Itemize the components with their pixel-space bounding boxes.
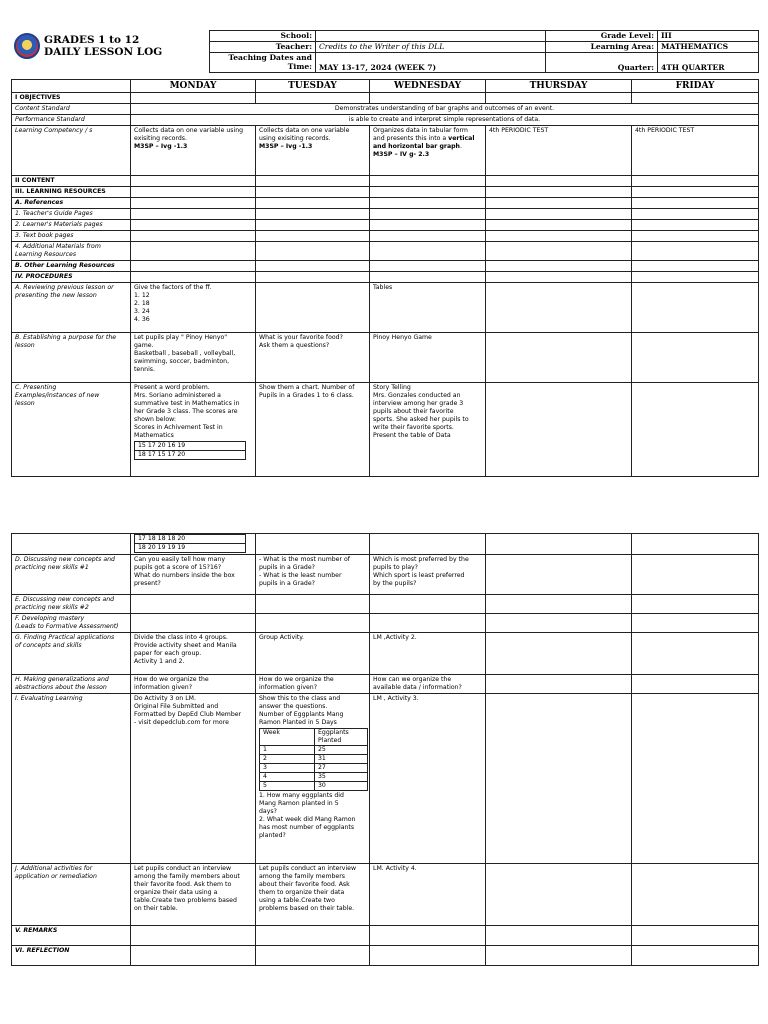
page-2	[0, 504, 768, 1024]
additional-monday: Let pupils conduct an interview among the family members about their favorite food. Ask them to organize their data using a table.Create two problems based on their table.	[131, 864, 256, 926]
evaluating-monday: Do Activity 3 on LM. Original File Submitted and Formatted by DepEd Club Member - visit depedclub.com for more	[131, 694, 256, 864]
performance-standard-label: Performance Standard	[12, 115, 131, 126]
content-standard-label: Content Standard	[12, 104, 131, 115]
table-row	[12, 93, 759, 104]
quarter-value: 4TH QUARTER	[658, 53, 759, 73]
table-row	[12, 231, 759, 242]
table-row	[12, 209, 759, 220]
day-thursday: THURSDAY	[486, 80, 632, 93]
additional-tuesday: Let pupils conduct an interview among the family members about their favorite food. Ask them to organize their data using a table.Create two problems based on their table.	[256, 864, 370, 926]
table-row	[12, 633, 759, 675]
day-tuesday: TUESDAY	[256, 80, 370, 93]
competency-monday: Collects data on one variable using exisiting records. M3SP – Ivg -1.3	[131, 126, 256, 176]
purpose-tuesday: What is your favorite food? Ask them a questions?	[256, 333, 370, 383]
competency-friday: 4th PERIODIC TEST	[632, 126, 759, 176]
quarter-label: Quarter:	[546, 53, 658, 73]
objectives-heading: I OBJECTIVES	[12, 93, 131, 104]
teacher-value: Credits to the Writer of this DLL	[316, 42, 546, 53]
table-row: 2 31	[260, 755, 368, 764]
table-row	[12, 333, 759, 383]
content-standard-text: Demonstrates understanding of bar graphs and outcomes of an event.	[131, 104, 759, 115]
applications-monday: Divide the class into 4 groups. Provide activity sheet and Manila paper for each group. Activity 1 and 2.	[131, 633, 256, 675]
table-row	[12, 534, 759, 555]
other-resources-label: B. Other Learning Resources	[12, 261, 131, 272]
evaluating-wednesday: LM , Activity 3.	[370, 694, 486, 864]
content-heading: II CONTENT	[12, 176, 131, 187]
purpose-label: B. Establishing a purpose for the lesson	[12, 333, 131, 383]
learning-area-label: Learning Area:	[546, 42, 658, 53]
day-monday: MONDAY	[131, 80, 256, 93]
deped-seal-icon	[14, 33, 40, 59]
table-row	[12, 614, 759, 633]
teacher-label: Teacher:	[210, 42, 316, 53]
table-row	[12, 104, 759, 115]
table-row	[12, 198, 759, 209]
competency-wednesday: Organizes data in tabular form and presents this into a vertical and horizontal bar graph. M3SP – IV g- 2.3	[370, 126, 486, 176]
presenting-wednesday: Story Telling Mrs. Gonzales conducted an interview among her grade 3 pupils about their favorite sports. She asked her pupils to write their favorite sports. Present the table of Data	[370, 383, 486, 477]
scores-row-2: 18 17 15 17 20	[135, 451, 246, 460]
day-friday: FRIDAY	[632, 80, 759, 93]
learning-area-value: MATHEMATICS	[658, 42, 759, 53]
scores-table-continued	[134, 534, 246, 553]
applications-tuesday: Group Activity.	[256, 633, 370, 675]
page-gap	[0, 484, 768, 504]
competency-tuesday: Collects data on one variable using exisiting records. M3SP – Ivg -1.3	[256, 126, 370, 176]
reviewing-wednesday: Tables	[370, 283, 486, 333]
procedures-heading: IV. PROCEDURES	[12, 272, 131, 283]
table-row	[12, 675, 759, 694]
scores-row-1: 15 17 20 16 19	[135, 442, 246, 451]
day-wednesday: WEDNESDAY	[370, 80, 486, 93]
page-1	[0, 0, 768, 484]
additional-materials-label: 4. Additional Materials from Learning Resources	[12, 242, 131, 261]
school-value	[316, 31, 546, 42]
presenting-tuesday: Show them a chart. Number of Pupils in a Grades 1 to 6 class.	[256, 383, 370, 477]
title-line-2: DAILY LESSON LOG	[44, 46, 163, 58]
reviewing-label: A. Reviewing previous lesson or presenting the new lesson	[12, 283, 131, 333]
table-row	[12, 220, 759, 231]
discussing-2-label: E. Discussing new concepts and practicing new skills #2	[12, 595, 131, 614]
generalizations-wednesday: How can we organize the available data / information?	[370, 675, 486, 694]
eggplants-header: Eggplants Planted	[315, 729, 368, 746]
teaching-dates-label: Teaching Dates and Time:	[210, 53, 316, 73]
scores-row-4: 18 20 19 19 19	[135, 544, 246, 553]
presenting-label: C. Presenting Examples/instances of new lesson	[12, 383, 131, 477]
table-row: 5 30	[260, 782, 368, 791]
textbook-pages-label: 3. Text book pages	[12, 231, 131, 242]
lesson-log-table-continued	[11, 533, 759, 966]
grade-level-label: Grade Level:	[546, 31, 658, 42]
lm-pages-label: 2. Learner's Materials pages	[12, 220, 131, 231]
table-row	[12, 176, 759, 187]
header-info-table	[209, 30, 759, 73]
scores-table	[134, 441, 246, 460]
applications-label: G. Finding Practical applications of concepts and skills	[12, 633, 131, 675]
discussing-monday: Can you easily tell how many pupils got a score of 15?16? What do numbers inside the box present?	[131, 555, 256, 595]
scores-continued	[131, 534, 256, 555]
eggplants-table	[259, 728, 368, 791]
discussing-tuesday: - What is the most number of pupils in a Grade? - What is the least number pupils in a Grade?	[256, 555, 370, 595]
competency-thursday: 4th PERIODIC TEST	[486, 126, 632, 176]
table-row	[12, 383, 759, 477]
remarks-heading: V. REMARKS	[12, 926, 131, 946]
title-line-1: GRADES 1 to 12	[44, 34, 140, 46]
grade-level-value: III	[658, 31, 759, 42]
table-row	[12, 272, 759, 283]
tg-pages-label: 1. Teacher's Guide Pages	[12, 209, 131, 220]
generalizations-tuesday: How do we organize the information given?	[256, 675, 370, 694]
lesson-log-table	[11, 79, 759, 477]
applications-wednesday: LM ,Activity 2.	[370, 633, 486, 675]
performance-standard-text: is able to create and interpret simple representations of data.	[131, 115, 759, 126]
evaluating-label: I. Evaluating Learning	[12, 694, 131, 864]
mastery-label: F. Developing mastery (Leads to Formative Assessment)	[12, 614, 131, 633]
additional-activities-label: J. Additional activities for application or remediation	[12, 864, 131, 926]
table-row	[12, 946, 759, 966]
evaluating-tuesday: Show this to the class and answer the questions. Number of Eggplants Mang Ramon Planted in 5 Days Week Eggplants Planted 1 25 2 31 3 27 4 35 5 30 1. How many eggplants did Mang Ramon planted in 5 days? 2. What week did Mang Ramon has most number of eggplants planted?	[256, 694, 370, 864]
resources-heading: III. LEARNING RESOURCES	[12, 187, 131, 198]
table-row	[12, 694, 759, 864]
table-row	[12, 261, 759, 272]
generalizations-label: H. Making generalizations and abstractions about the lesson	[12, 675, 131, 694]
table-row	[12, 595, 759, 614]
table-row	[12, 126, 759, 176]
references-heading: A. References	[12, 198, 131, 209]
table-row: 1 25	[260, 746, 368, 755]
school-label: School:	[210, 31, 316, 42]
table-row	[12, 555, 759, 595]
corner-cell	[12, 80, 131, 93]
purpose-wednesday: Pinoy Henyo Game	[370, 333, 486, 383]
table-row	[12, 864, 759, 926]
table-row	[12, 242, 759, 261]
purpose-monday: Let pupils play " Pinoy Henyo" game. Basketball , baseball , volleyball, swimming, soccer, badminton, tennis.	[131, 333, 256, 383]
reviewing-monday: Give the factors of the ff. 1. 12 2. 18 3. 24 4. 36	[131, 283, 256, 333]
teaching-dates-value: MAY 13-17, 2024 (WEEK 7)	[316, 53, 546, 73]
table-row	[12, 926, 759, 946]
scores-row-3: 17 18 18 18 20	[135, 535, 246, 544]
competency-label: Learning Competency / s	[12, 126, 131, 176]
additional-wednesday: LM. Activity 4.	[370, 864, 486, 926]
table-row	[12, 115, 759, 126]
week-header: Week	[260, 729, 315, 746]
presenting-monday: Present a word problem. Mrs. Soriano administered a summative test in Mathematics in her Grade 3 class. The scores are shown below: Scores in Achivement Test in Mathematics 15 17 20 16 19 18 17 15 17 20	[131, 383, 256, 477]
table-row: 4 35	[260, 773, 368, 782]
generalizations-monday: How do we organize the information given?	[131, 675, 256, 694]
discussing-wednesday: Which is most preferred by the pupils to play? Which sport is least preferred by the pupils?	[370, 555, 486, 595]
table-row: 3 27	[260, 764, 368, 773]
table-row	[12, 187, 759, 198]
table-row	[12, 283, 759, 333]
discussing-1-label: D. Discussing new concepts and practicing new skills #1	[12, 555, 131, 595]
day-header-row	[12, 80, 759, 93]
reflection-heading: VI. REFLECTION	[12, 946, 131, 966]
